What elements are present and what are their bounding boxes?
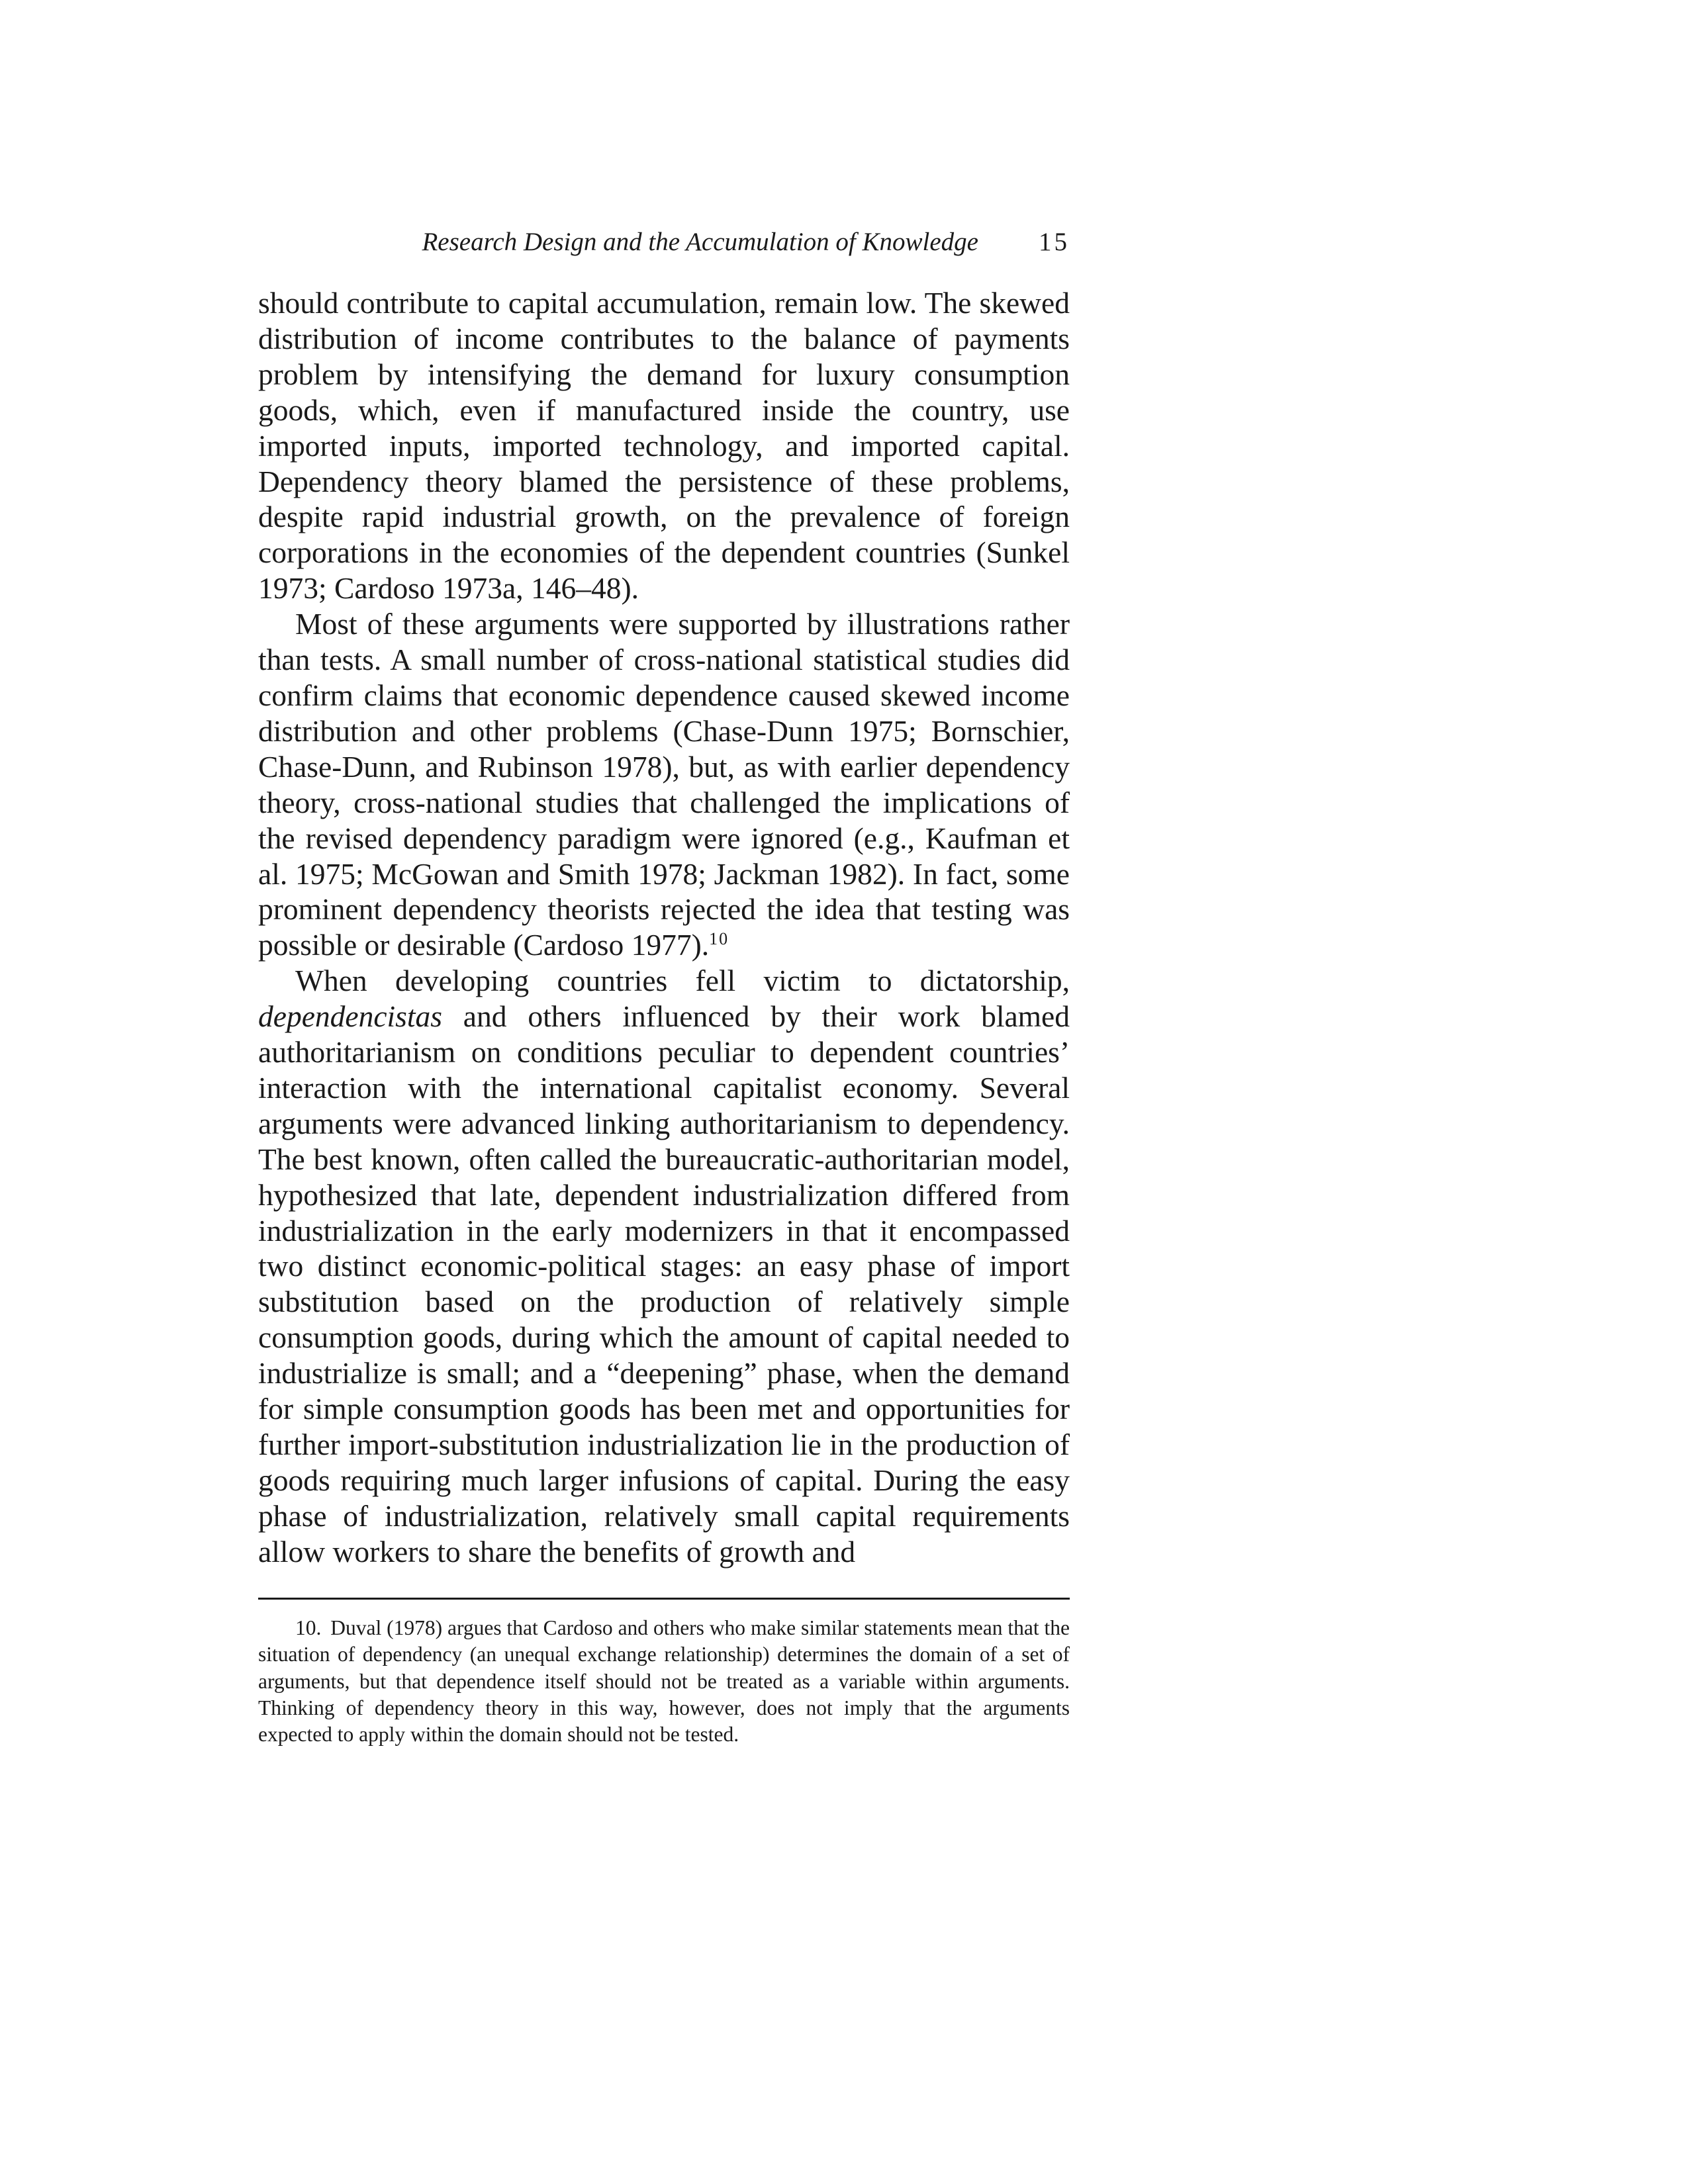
paragraph-3 bbox=[258, 963, 1070, 1569]
footnote-divider bbox=[258, 1598, 1070, 1600]
footnote-number: 10. bbox=[295, 1616, 322, 1639]
footnote-reference[interactable]: 10 bbox=[709, 929, 729, 949]
paragraph-2 bbox=[258, 606, 1070, 963]
body-text bbox=[258, 285, 1070, 1570]
paragraph-1-text: should contribute to capital accumulation, remain low. The skewed distribution of income contributes to the balance of payments problem by intensifying the demand for luxury consumption goods, which, even if manufactured inside the country, use imported inputs, imported technology, and imported capital. Dependency theory blamed the persistence of these problems, despite rapid industrial growth, on the prevalence of foreign corporations in the economies of the dependent countries (Sunkel 1973; Cardoso 1973a, 146–48). bbox=[258, 286, 1070, 606]
footnote-text: Duval (1978) argues that Cardoso and others who make similar statements mean that the situation of dependency (an unequal exchange relationship) determines the domain of a set of arguments, but that dependence itself should not be treated as a variable within arguments. Thinking of dependency theory in this way, however, does not imply that the arguments expected to apply within the domain should not be tested. bbox=[258, 1616, 1070, 1747]
paragraph-3-italic-term: dependencistas bbox=[258, 999, 442, 1034]
running-head bbox=[258, 222, 1070, 262]
paragraph-3-text-end: and others influenced by their work blamed authoritarianism on conditions peculiar to dependent countries’ interaction with the international capitalist economy. Several arguments were advanced linking authoritarianism to dependency. The best known, often called the bureaucratic-authoritarian model, hypothesized that late, dependent industrialization differed from industrialization in the early modernizers in that it encompassed two distinct economic-political stages: an easy phase of import substitution based on the production of relatively simple consumption goods, during which the amount of capital needed to industrialize is small; and a “deepening” phase, when the demand for simple consumption goods has been met and opportunities for further import-substitution industrialization lie in the production of goods requiring much larger infusions of capital. During the easy phase of industrialization, relatively small capital requirements allow workers to share the benefits of growth and bbox=[258, 999, 1070, 1569]
page-number: 15 bbox=[1039, 228, 1070, 256]
paragraph-2-text: Most of these arguments were supported by illustrations rather than tests. A small number of cross-national statistical studies did confirm claims that economic dependence caused skewed income distribution and other problems (Chase-Dunn 1975; Bornschier, Chase-Dunn, and Rubinson 1978), but, as with earlier dependency theory, cross-national studies that challenged the implications of the revised dependency paradigm were ignored (e.g., Kaufman et al. 1975; McGowan and Smith 1978; Jackman 1982). In fact, some prominent dependency theorists rejected the idea that testing was possible or desirable (Cardoso 1977). bbox=[258, 607, 1070, 962]
paragraph-3-text-start: When developing countries fell victim to dictatorship, bbox=[295, 964, 1070, 998]
running-head-title: Research Design and the Accumulation of Knowledge bbox=[422, 228, 978, 256]
footnote bbox=[258, 1615, 1070, 1748]
paragraph-1 bbox=[258, 285, 1070, 606]
